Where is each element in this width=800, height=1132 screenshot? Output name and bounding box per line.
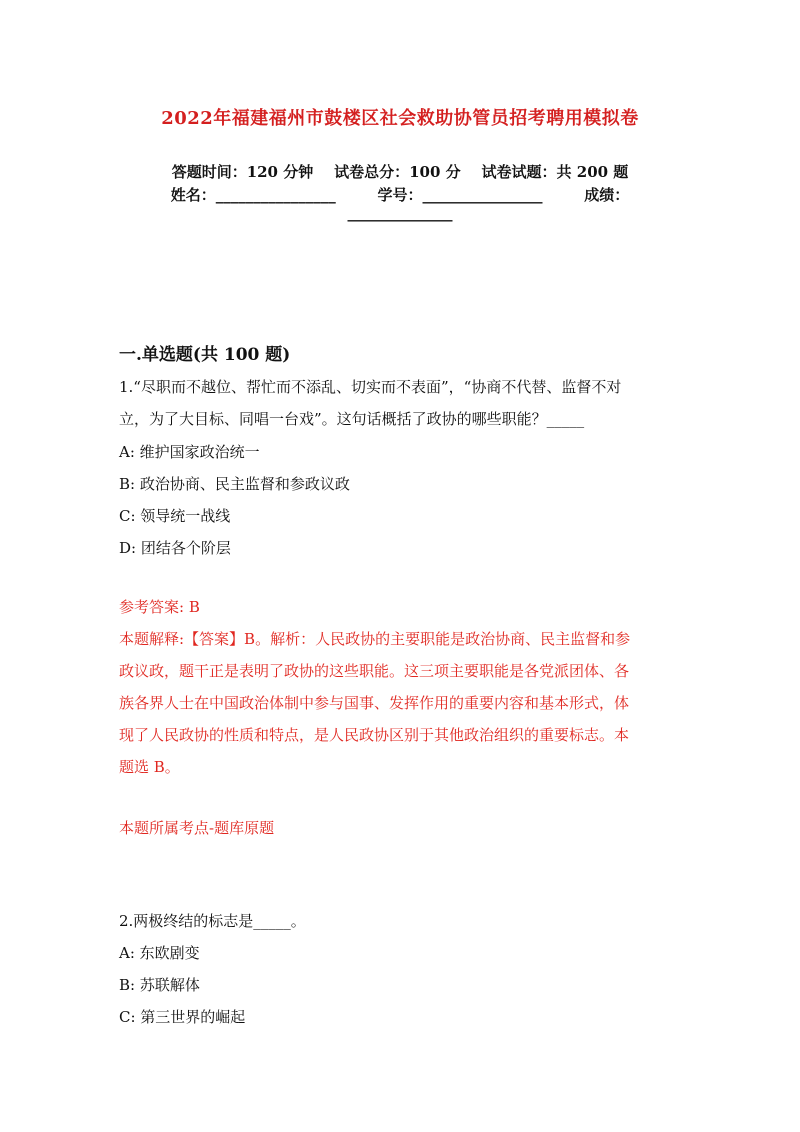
question-2-option-a: A: 东欧剧变 [119,944,200,962]
question-1-stem-line-1: 1.“尽职而不越位、帮忙而不添乱、切实而不表面”，“协商不代替、监督不对 [119,378,622,396]
question-1-option-d: D: 团结各个阶层 [119,539,231,557]
question-2-stem: 2.两极终结的标志是_____。 [119,912,306,930]
question-1-option-c: C: 领导统一战线 [119,507,231,525]
candidate-fields-line: 姓名：________________ 学号：________________ 成绩： [170,186,630,204]
question-1-explanation-line-4: 现了人民政协的性质和特点，是人民政协区别于其他政治组织的重要标志。本 [119,726,630,744]
question-2-option-b: B: 苏联解体 [119,976,200,994]
question-1-option-b: B: 政治协商、民主监督和参政议政 [119,475,350,493]
question-1-option-a: A: 维护国家政治统一 [119,443,260,461]
exam-info-line: 答题时间：120 分钟 试卷总分：100 分 试卷试题：共 200 题 [171,163,629,181]
section-title: 一.单选题(共 100 题) [119,345,291,365]
question-2-option-c: C: 第三世界的崛起 [119,1008,246,1026]
question-1-stem-line-2: 立，为了大目标、同唱一台戏”。这句话概括了政协的哪些职能？_____ [119,410,585,428]
question-1-explanation-line-3: 族各界人士在中国政治体制中参与国事、发挥作用的重要内容和基本形式，体 [119,694,630,712]
score-blank-line: ______________ [347,204,453,222]
exam-title: 2022年福建福州市鼓楼区社会救助协管员招考聘用模拟卷 [161,108,639,129]
question-1-answer: 参考答案: B [119,598,200,616]
question-1-explanation-line-1: 本题解释:【答案】B。解析：人民政协的主要职能是政治协商、民主监督和参 [119,630,631,648]
question-1-explanation-line-2: 政议政，题干正是表明了政协的这些职能。这三项主要职能是各党派团体、各 [119,662,630,680]
question-1-explanation-line-5: 题选 B。 [119,758,180,776]
question-1-source: 本题所属考点-题库原题 [119,819,275,837]
